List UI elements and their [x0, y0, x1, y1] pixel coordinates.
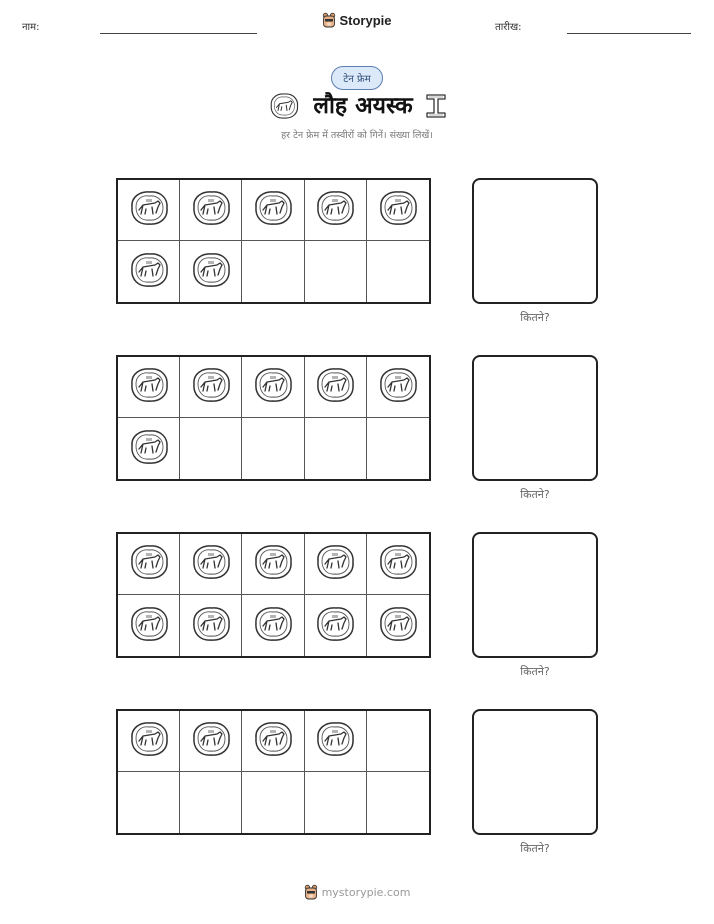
ten-frame-cell: [367, 711, 429, 772]
ten-frame-cell: [367, 534, 429, 595]
iron-ore-icon: [376, 365, 420, 409]
iron-ore-icon: [313, 365, 357, 409]
ten-frame-cell: [242, 418, 304, 479]
iron-ore-icon: [189, 542, 233, 586]
iron-ore-icon: [376, 604, 420, 648]
ten-frame-cell: [305, 711, 367, 772]
ten-frame-cell: [367, 357, 429, 418]
ten-frame-cell: [305, 180, 367, 241]
answer-prompt-4: कितने?: [520, 842, 550, 855]
iron-ore-icon: [376, 542, 420, 586]
ten-frame-cell: [367, 418, 429, 479]
iron-ore-icon: [313, 542, 357, 586]
ten-frame-cell: [242, 711, 304, 772]
ten-frame-cell: [242, 595, 304, 656]
ten-frame-cell: [242, 241, 304, 302]
iron-ore-icon: [313, 719, 357, 763]
ten-frame-cell: [118, 418, 180, 479]
iron-ore-icon: [189, 365, 233, 409]
ten-frame-cell: [118, 180, 180, 241]
date-label: तारीख:: [495, 22, 522, 33]
answer-prompt-2: कितने?: [520, 488, 550, 501]
instructions: हर टेन फ्रेम में तस्वीरों को गिनें। संख्या लिखें।: [281, 130, 433, 141]
iron-ore-icon: [251, 719, 295, 763]
answer-box-1[interactable]: [472, 178, 598, 304]
ten-frame-cell: [180, 180, 242, 241]
storypie-logo-icon: [304, 884, 318, 900]
ten-frame-cell: [305, 241, 367, 302]
date-line[interactable]: [567, 33, 691, 34]
ten-frame-cell: [305, 595, 367, 656]
ten-frame-cell: [118, 595, 180, 656]
ten-frame-cell: [305, 534, 367, 595]
ten-frame-cell: [180, 357, 242, 418]
iron-ore-icon: [189, 719, 233, 763]
ten-frame-cell: [180, 595, 242, 656]
footer: [0, 884, 714, 900]
ten-frame-cell: [118, 241, 180, 302]
ten-frame-cell: [118, 534, 180, 595]
ten-frame-3: [116, 532, 431, 658]
ten-frame-2: [116, 355, 431, 481]
topic-badge: टेन फ्रेम: [331, 66, 383, 90]
ten-frame-cell: [305, 418, 367, 479]
name-label: नाम:: [22, 22, 40, 33]
iron-beam-icon: [425, 93, 447, 119]
ten-frame-cell: [242, 180, 304, 241]
ten-frame-cell: [118, 711, 180, 772]
ten-frame-cell: [180, 772, 242, 833]
iron-ore-icon: [189, 188, 233, 232]
ten-frame-1: [116, 178, 431, 304]
page-title: लौह अयस्क: [313, 93, 413, 119]
iron-ore-icon: [189, 604, 233, 648]
iron-ore-icon: [127, 427, 171, 471]
ten-frame-cell: [180, 241, 242, 302]
ten-frame-cell: [242, 357, 304, 418]
answer-prompt-1: कितने?: [520, 311, 550, 324]
answer-box-2[interactable]: [472, 355, 598, 481]
iron-ore-icon: [313, 604, 357, 648]
ten-frame-cell: [242, 772, 304, 833]
iron-ore-icon: [313, 188, 357, 232]
iron-ore-icon: [127, 719, 171, 763]
ten-frame-cell: [118, 772, 180, 833]
footer-url[interactable]: mystorypie.com: [321, 885, 411, 899]
iron-ore-icon: [127, 542, 171, 586]
ten-frame-cell: [180, 418, 242, 479]
brand: [0, 12, 714, 28]
ten-frame-cell: [305, 772, 367, 833]
brand-name: Storypie: [339, 12, 392, 28]
storypie-logo-icon: [322, 12, 336, 28]
ten-frame-cell: [367, 772, 429, 833]
ten-frame-cell: [180, 711, 242, 772]
ten-frame-cell: [118, 357, 180, 418]
ten-frame-cell: [367, 241, 429, 302]
name-line[interactable]: [100, 33, 257, 34]
ten-frame-4: [116, 709, 431, 835]
iron-ore-icon: [251, 188, 295, 232]
iron-ore-icon: [189, 250, 233, 294]
iron-ore-icon: [127, 365, 171, 409]
ten-frame-cell: [180, 534, 242, 595]
iron-ore-icon: [127, 604, 171, 648]
ten-frame-cell: [367, 180, 429, 241]
title-row: [0, 90, 714, 122]
iron-ore-icon: [267, 91, 301, 121]
answer-box-3[interactable]: [472, 532, 598, 658]
iron-ore-icon: [251, 542, 295, 586]
ten-frame-cell: [242, 534, 304, 595]
answer-prompt-3: कितने?: [520, 665, 550, 678]
ten-frame-cell: [305, 357, 367, 418]
iron-ore-icon: [251, 604, 295, 648]
iron-ore-icon: [376, 188, 420, 232]
iron-ore-icon: [251, 365, 295, 409]
ten-frame-cell: [367, 595, 429, 656]
answer-box-4[interactable]: [472, 709, 598, 835]
iron-ore-icon: [127, 188, 171, 232]
iron-ore-icon: [127, 250, 171, 294]
